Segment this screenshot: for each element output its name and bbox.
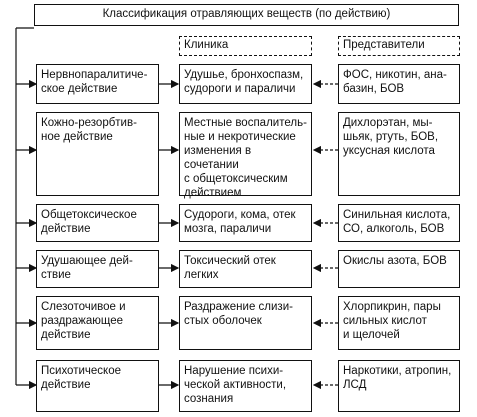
- representatives-text: Наркотики, атропин, ЛСД: [343, 365, 452, 391]
- representatives-text: ФОС, никотин, ана- базин, БОВ: [343, 69, 447, 95]
- clinic-text: Нарушение психи- ческой активности, сознания: [184, 365, 287, 405]
- header-representatives: [338, 36, 460, 56]
- diagram-title-text: Классификация отравляющих веществ (по действию): [102, 8, 391, 20]
- action-box: [36, 64, 159, 104]
- representatives-text: Хлорпикрин, пары сильных кислот и щелочей: [343, 301, 441, 341]
- representatives-box: [338, 64, 460, 104]
- representatives-box: [338, 204, 460, 242]
- clinic-text: Судороги, кома, отек мозга, параличи: [184, 209, 296, 235]
- representatives-text: Синильная кислота, СО, алкоголь, БОВ: [343, 209, 451, 235]
- clinic-text: Местные воспалитель- ные и некротические изменения в сочетании с общетоксическим действием: [184, 117, 307, 199]
- representatives-box: [338, 112, 460, 196]
- header-clinic-text: Клиника: [184, 39, 229, 51]
- action-text: Слезоточивое и раздражающее действие: [41, 301, 126, 341]
- clinic-text: Раздражение слизи- стых оболочек: [184, 301, 293, 327]
- action-text: Удушающее дей- ствие: [41, 255, 133, 281]
- action-text: Кожно-резорбтив- ное действие: [41, 117, 137, 143]
- clinic-text: Токсический отек легких: [184, 255, 276, 281]
- representatives-box: [338, 250, 460, 288]
- clinic-box: [179, 360, 312, 412]
- representatives-box: [338, 296, 460, 350]
- clinic-box: [179, 112, 312, 199]
- action-box: [36, 360, 159, 412]
- action-text: Психотическое действие: [41, 365, 121, 391]
- representatives-box: [338, 360, 460, 412]
- header-clinic: [179, 36, 312, 56]
- representatives-text: Окислы азота, БОВ: [343, 255, 447, 267]
- diagram-title: [34, 4, 459, 26]
- clinic-box: [179, 204, 312, 242]
- action-box: [36, 204, 159, 242]
- action-text: Нервнопаралитиче- ское действие: [41, 69, 148, 95]
- representatives-text: Дихлорэтан, мы- шьяк, ртуть, БОВ, уксусная кислота: [343, 117, 439, 157]
- clinic-box: [179, 296, 312, 350]
- action-text: Общетоксическое действие: [41, 209, 137, 235]
- clinic-box: [179, 250, 312, 288]
- action-box: [36, 112, 159, 196]
- clinic-box: [179, 64, 312, 104]
- action-box: [36, 296, 159, 350]
- clinic-text: Удушье, бронхоспазм, судороги и параличи: [184, 69, 304, 95]
- header-representatives-text: Представители: [343, 39, 425, 51]
- action-box: [36, 250, 159, 288]
